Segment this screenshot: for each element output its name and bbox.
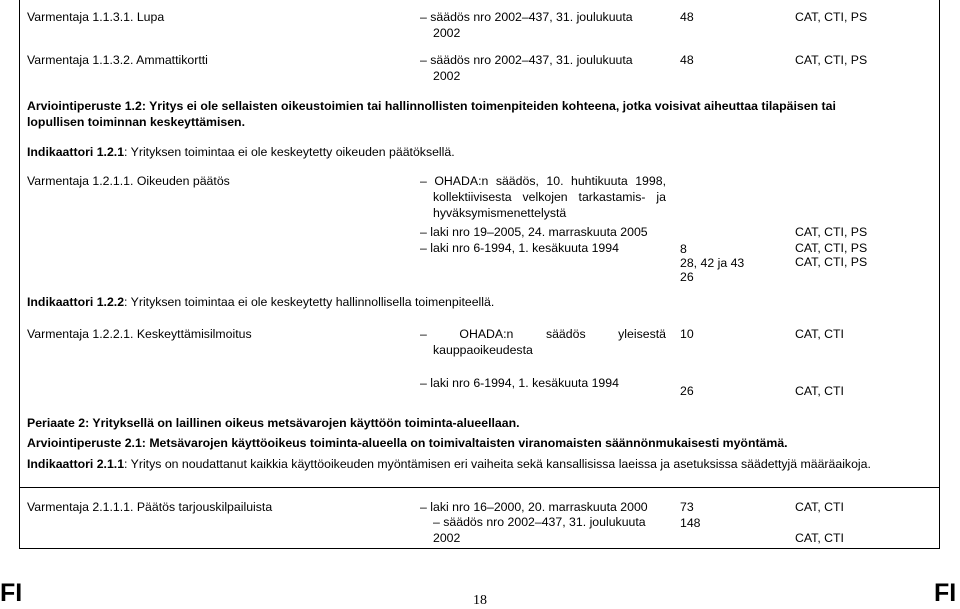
- legal-source: – laki nro 16–2000, 20. marraskuuta 2000: [420, 500, 648, 514]
- verifier-text: Varmentaja 1.1.3.1. Lupa: [27, 10, 165, 24]
- legal-source-cont: hyväksymismenettelystä: [433, 206, 567, 220]
- legal-source: – säädös nro 2002–437, 31. joulukuuta: [433, 515, 646, 529]
- indicator-heading: [27, 294, 494, 310]
- indicator-label: Indikaattori 1.2.2: [27, 295, 125, 309]
- article-number: 148: [680, 516, 701, 530]
- indicator-text: : Yritys on noudattanut kaikkia käyttöoikeuden myöntämisen eri vaiheita sekä kansallisissa laeissa ja asetuksissa säädettyjä määräaikoja.: [124, 457, 871, 471]
- legal-source-cont: 2002: [433, 69, 461, 83]
- criterion-label: Arviointiperuste 1.2: [27, 99, 142, 113]
- criterion-text-cont: lopullisen toiminnan keskeyttämisen.: [27, 115, 245, 129]
- criterion-heading: Arviointiperuste 2.1: Metsävarojen käyttöoikeus toiminta-alueella on toimivaltaisten viranomaisten säännönmukaisesti myöntämä.: [27, 436, 788, 450]
- table-divider: [19, 487, 939, 488]
- category-codes: CAT, CTI, PS: [795, 255, 868, 269]
- legal-source: – OHADA:n säädös, 10. huhtikuuta 1998,: [420, 174, 666, 188]
- article-number: 26: [680, 384, 694, 398]
- legal-source-cont: kollektiivisesta velkojen tarkastamis- ja: [433, 190, 666, 204]
- legal-source-cont: 2002: [433, 531, 461, 545]
- category-codes: CAT, CTI, PS: [795, 10, 868, 24]
- article-number: 28, 42 ja 43: [680, 256, 745, 270]
- legal-source: – OHADA:n säädös yleisestä: [420, 327, 666, 341]
- indicator-label: Indikaattori 2.1.1: [27, 457, 125, 471]
- category-codes: CAT, CTI, PS: [795, 225, 868, 239]
- legal-source: – laki nro 6-1994, 1. kesäkuuta 1994: [420, 376, 619, 390]
- legal-source: – säädös nro 2002–437, 31. joulukuuta: [420, 10, 633, 24]
- category-codes: CAT, CTI: [795, 327, 844, 341]
- footer-language-left: FI: [0, 579, 23, 607]
- criterion-heading: [27, 98, 836, 114]
- article-number: 10: [680, 327, 694, 341]
- category-codes: CAT, CTI: [795, 384, 844, 398]
- category-codes: CAT, CTI: [795, 531, 844, 545]
- legal-source-cont: 2002: [433, 26, 461, 40]
- category-codes: CAT, CTI: [795, 500, 844, 514]
- category-codes: CAT, CTI, PS: [795, 53, 868, 67]
- article-number: 73: [680, 500, 694, 514]
- indicator-text: : Yrityksen toimintaa ei ole keskeytetty hallinnollisella toimenpiteellä.: [124, 295, 495, 309]
- criterion-text: : Yritys ei ole sellaisten oikeustoimien tai hallinnollisten toimenpiteiden kohteena, jotka voisivat aiheuttaa tilapäisen tai: [141, 99, 836, 113]
- legal-source: – laki nro 19–2005, 24. marraskuuta 2005: [420, 225, 648, 239]
- legal-source: – laki nro 6-1994, 1. kesäkuuta 1994: [420, 241, 619, 255]
- verifier-text: Varmentaja 1.2.1.1. Oikeuden päätös: [27, 174, 230, 188]
- page-number: 18: [473, 593, 487, 608]
- article-number: 8: [680, 242, 687, 256]
- footer-language-right: FI: [934, 579, 957, 607]
- indicator-text: : Yrityksen toimintaa ei ole keskeytetty oikeuden päätöksellä.: [124, 145, 455, 159]
- verifier-text: Varmentaja 1.1.3.2. Ammattikortti: [27, 53, 208, 67]
- indicator-label: Indikaattori 1.2.1: [27, 145, 125, 159]
- indicator-heading: [27, 456, 871, 472]
- article-number: 48: [680, 10, 694, 24]
- principle-heading: Periaate 2: Yrityksellä on laillinen oikeus metsävarojen käyttöön toiminta-alueellaan.: [27, 416, 520, 430]
- indicator-heading: [27, 144, 455, 160]
- legal-source-cont: kauppaoikeudesta: [433, 343, 533, 357]
- article-number: 48: [680, 53, 694, 67]
- verifier-text: Varmentaja 1.2.2.1. Keskeyttämisilmoitus: [27, 327, 252, 341]
- category-codes: CAT, CTI, PS: [795, 241, 868, 255]
- article-number: 26: [680, 270, 694, 284]
- verifier-text: Varmentaja 2.1.1.1. Päätös tarjouskilpailuista: [27, 500, 273, 514]
- legal-source: – säädös nro 2002–437, 31. joulukuuta: [420, 53, 633, 67]
